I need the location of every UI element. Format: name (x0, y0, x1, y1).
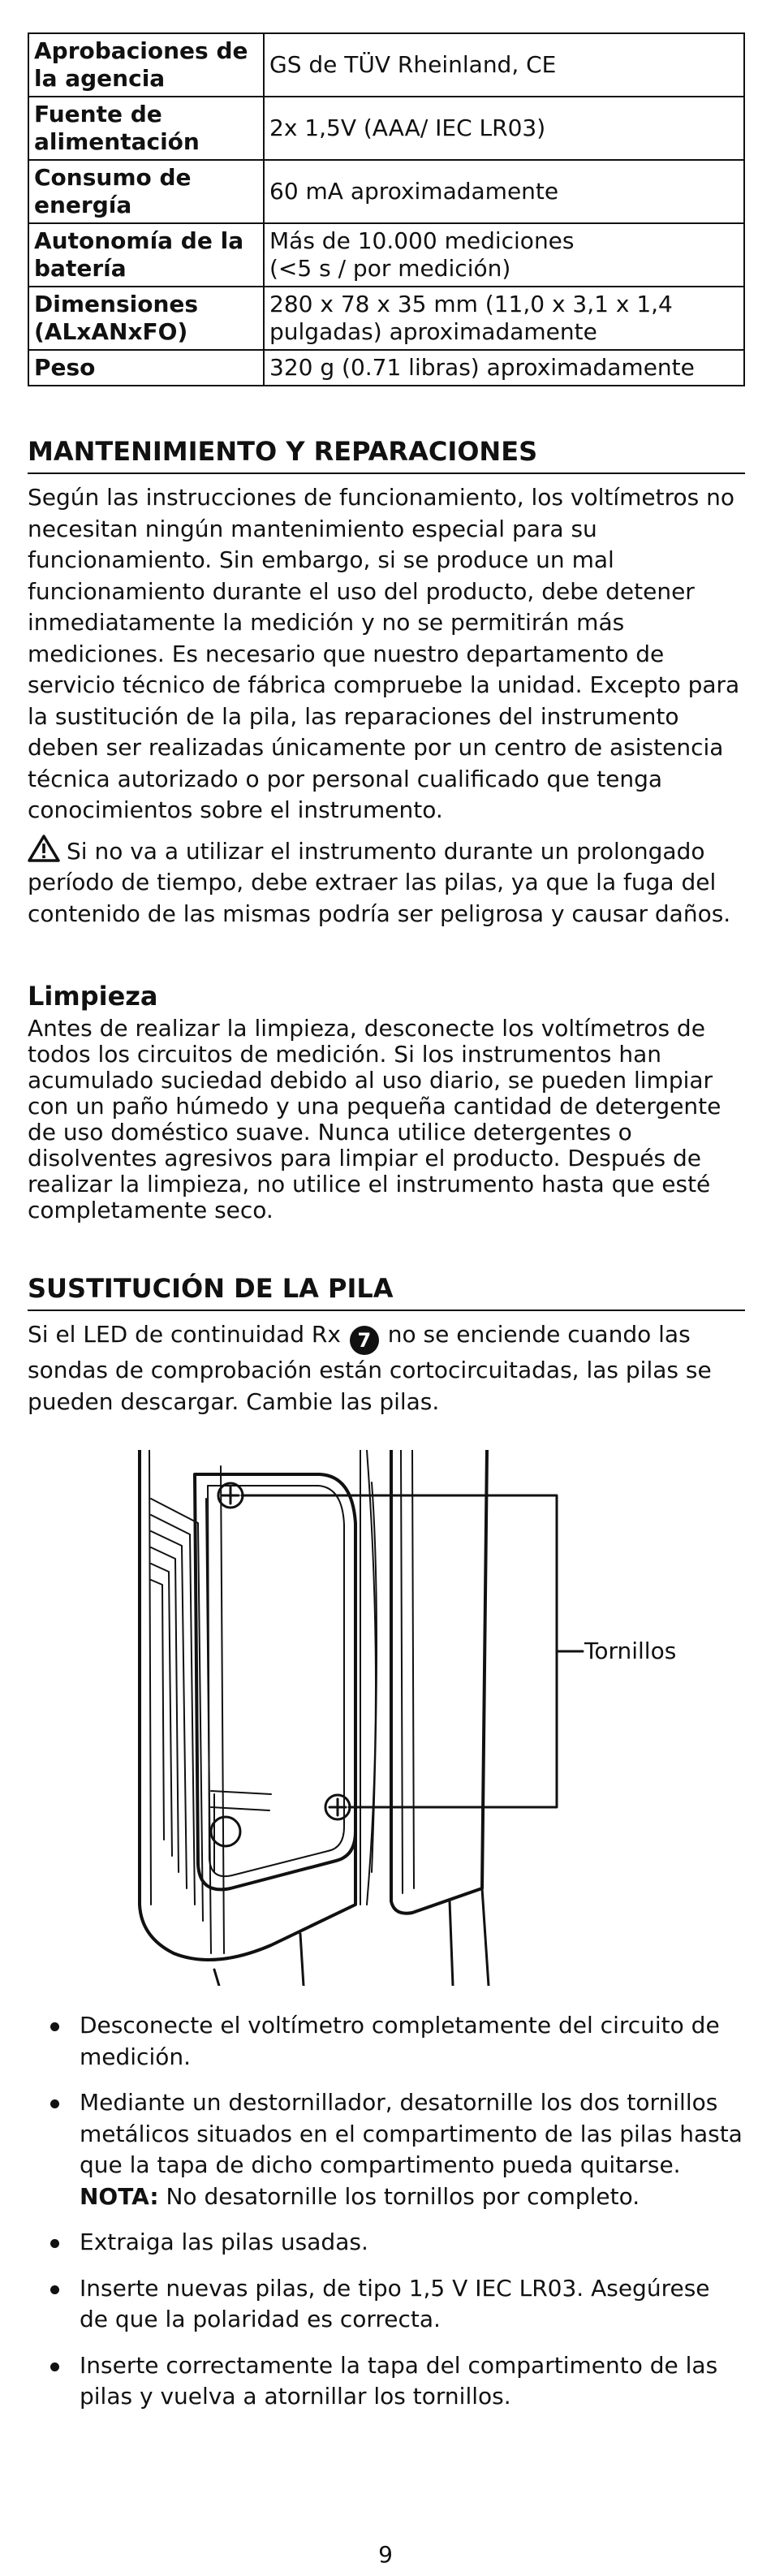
battery-intro (28, 1319, 745, 1417)
page-number: 9 (378, 2541, 393, 2568)
bullet-icon (50, 2285, 59, 2294)
spec-label: Consumo de energía (28, 160, 264, 223)
maintenance-body: Según las instrucciones de funcionamiento, los voltímetros no necesitan ningún mantenimiento especial para su funcionamiento. Sin embargo, si se produce un mal funcionamiento durante el uso del producto, debe detener inmediatamente la medición y no se permitirán más mediciones. Es necesario que nuestro departamento de servicio técnico de fábrica compruebe la unidad. Excepto para la sustitución de la pila, las reparaciones del instrumento deben ser realizadas únicamente por un centro de asistencia técnica autorizado o por personal cualificado que tenga conocimientos sobre el instrumento. (28, 484, 740, 823)
table-row (28, 160, 744, 223)
step-text: Mediante un destornillador, desatornille los dos tornillos metálicos situados en el compartimento de las pilas hasta que la tapa de dicho compartimento pueda quitarse. (80, 2089, 743, 2178)
spec-value: GS de TÜV Rheinland, CE (264, 33, 744, 97)
note-text: No desatornille los tornillos por completo. (166, 2182, 640, 2210)
maintenance-heading: MANTENIMIENTO Y REPARACIONES (28, 435, 745, 474)
list-item (80, 2273, 745, 2336)
table-row (28, 287, 744, 350)
bullet-icon (50, 2099, 59, 2108)
specifications-table (28, 32, 745, 386)
bullet-icon (50, 2239, 59, 2248)
spec-value: Más de 10.000 mediciones (<5 s / por medición) (264, 223, 744, 287)
spec-label: Autonomía de la batería (28, 223, 264, 287)
bullet-icon (50, 2362, 59, 2371)
battery-intro-start: Si el LED de continuidad Rx (28, 1321, 341, 1348)
cleaning-body: Antes de realizar la limpieza, desconecte los voltímetros de todos los circuitos de medición. Si los instrumentos han acumulado suciedad debido al uso diario, se pueden limpiar con un paño húmedo y una pequeña cantidad de detergente de uso doméstico suave. Nunca utilice detergentes o disolventes agresivos para limpiar el producto. Después de realizar la limpieza, no utilice el instrumento hasta que esté completamente seco. (28, 1015, 721, 1223)
table-row (28, 350, 744, 386)
spec-value: 60 mA aproximadamente (264, 160, 744, 223)
warning-icon (28, 835, 60, 862)
reference-number-badge: 7 (350, 1326, 379, 1355)
spec-label: Peso (28, 350, 264, 386)
spec-label: Fuente de alimentación (28, 97, 264, 160)
figure-callout-label: Tornillos (584, 1638, 677, 1664)
step-text: Inserte nuevas pilas, de tipo 1,5 V IEC LR03. Asegúrese de que la polaridad es correcta. (80, 2274, 710, 2332)
spec-value: 320 g (0.71 libras) aproximadamente (264, 350, 744, 386)
warning-text: Si no va a utilizar el instrumento durante un prolongado período de tiempo, debe extraer las pilas, ya que la fuga del contenido de las mismas podría ser peligrosa y causar daños. (28, 837, 731, 927)
step-text: Desconecte el voltímetro completamente del circuito de medición. (80, 2012, 720, 2070)
table-row (28, 33, 744, 97)
document-page (28, 32, 745, 2427)
maintenance-warning (28, 835, 745, 930)
table-row (28, 97, 744, 160)
battery-steps-list (28, 2010, 745, 2413)
list-item (80, 2087, 745, 2212)
step-text: Inserte correctamente la tapa del compartimento de las pilas y vuelva a atornillar los tornillos. (80, 2351, 718, 2410)
bullet-icon (50, 2022, 59, 2031)
battery-compartment-drawing (28, 1450, 745, 1986)
spec-label: Dimensiones (ALxANxFO) (28, 287, 264, 350)
table-row (28, 223, 744, 287)
step-text: Extraiga las pilas usadas. (80, 2229, 368, 2255)
spec-label: Aprobaciones de la agencia (28, 33, 264, 97)
spec-value: 280 x 78 x 35 mm (11,0 x 3,1 x 1,4 pulgadas) aproximadamente (264, 287, 744, 350)
battery-compartment-figure (28, 1450, 745, 1986)
cleaning-heading: Limpieza (28, 981, 158, 1012)
list-item (80, 2227, 745, 2259)
note-label: NOTA: (80, 2182, 159, 2210)
battery-intro-end: no se enciende cuando las sondas de comprobación están cortocircuitadas, las pilas se pueden descargar. Cambie las pilas. (28, 1321, 712, 1415)
battery-heading: SUSTITUCIÓN DE LA PILA (28, 1272, 745, 1311)
list-item (80, 2010, 745, 2073)
list-item (80, 2350, 745, 2413)
spec-value: 2x 1,5V (AAA/ IEC LR03) (264, 97, 744, 160)
